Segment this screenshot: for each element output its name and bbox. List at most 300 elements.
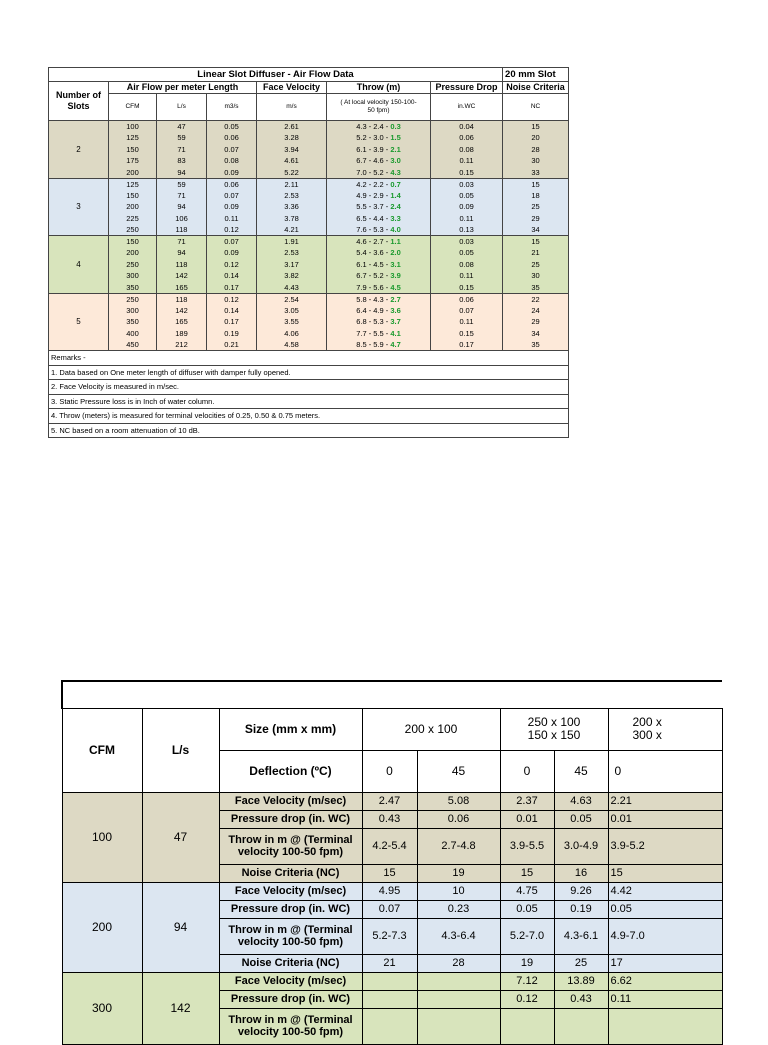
throw-cell xyxy=(327,236,431,248)
size-250x100-150x150: 250 x 100 150 x 150 xyxy=(500,708,608,750)
parameter-label: Throw in m @ (Terminal velocity 100-50 fpm) xyxy=(219,918,362,954)
noise-cell: 33 xyxy=(503,167,569,179)
cfm-cell: 200 xyxy=(109,247,157,259)
cfm-cell: 150 xyxy=(109,236,157,248)
remark-text: 2. Face Velocity is measured in m/sec. xyxy=(49,380,569,395)
pressure-drop-cell: 0.11 xyxy=(431,316,503,328)
m3s-cell: 0.09 xyxy=(207,167,257,179)
face-velocity-cell: 5.22 xyxy=(257,167,327,179)
pressure-drop-cell: 0.13 xyxy=(431,224,503,236)
noise-cell: 24 xyxy=(503,305,569,317)
value-cell: 5.08 xyxy=(417,792,500,810)
slot-count: 2 xyxy=(49,121,109,179)
throw-cell xyxy=(327,305,431,317)
value-cell: 0.05 xyxy=(554,810,608,828)
throw-cell xyxy=(327,328,431,340)
table-caption-blank xyxy=(62,681,722,708)
face-velocity-cell: 2.53 xyxy=(257,190,327,202)
value-cell: 2.21 xyxy=(608,792,722,810)
pressure-drop-cell: 0.08 xyxy=(431,144,503,156)
parameter-label: Face Velocity (m/sec) xyxy=(219,792,362,810)
noise-cell: 15 xyxy=(503,236,569,248)
noise-cell: 20 xyxy=(503,132,569,144)
parameter-label: Throw in m @ (Terminal velocity 100-50 fpm) xyxy=(219,828,362,864)
value-cell: 0.06 xyxy=(417,810,500,828)
value-cell: 19 xyxy=(417,864,500,882)
value-cell: 10 xyxy=(417,882,500,900)
value-cell: 4.63 xyxy=(554,792,608,810)
slot-size-title: 20 mm Slot xyxy=(503,68,569,82)
noise-cell: 18 xyxy=(503,190,569,202)
noise-cell: 25 xyxy=(503,259,569,271)
m3s-cell: 0.14 xyxy=(207,305,257,317)
value-cell xyxy=(417,1008,500,1044)
table-row xyxy=(49,178,569,190)
value-cell: 0.11 xyxy=(608,990,722,1008)
value-cell xyxy=(362,990,417,1008)
ls-cell: 189 xyxy=(157,328,207,340)
throw-values: 5.4 - 3.6 - xyxy=(356,248,391,258)
unit-inwc: in.WC xyxy=(431,94,503,121)
value-cell: 2.47 xyxy=(362,792,417,810)
noise-cell: 29 xyxy=(503,213,569,225)
table-row xyxy=(49,305,569,317)
ls-cell: 212 xyxy=(157,339,207,351)
ls-cell: 106 xyxy=(157,213,207,225)
parameter-label: Pressure drop (in. WC) xyxy=(219,810,362,828)
value-cell: 9.26 xyxy=(554,882,608,900)
ls-value: 47 xyxy=(142,792,219,882)
register-data-table-wrap xyxy=(61,680,662,1038)
face-velocity-cell: 4.21 xyxy=(257,224,327,236)
m3s-cell: 0.19 xyxy=(207,328,257,340)
col-throw: Throw (m) xyxy=(327,82,431,94)
remark-row xyxy=(49,351,569,366)
m3s-cell: 0.12 xyxy=(207,293,257,305)
value-cell xyxy=(500,1008,554,1044)
remark-text: 5. NC based on a room attenuation of 10 dB. xyxy=(49,423,569,438)
deflection-value: 0 xyxy=(608,750,722,792)
ls-cell: 165 xyxy=(157,316,207,328)
cfm-cell: 200 xyxy=(109,201,157,213)
remark-text: 4. Throw (meters) is measured for terminal velocities of 0.25, 0.50 & 0.75 meters. xyxy=(49,409,569,424)
face-velocity-cell: 4.43 xyxy=(257,282,327,294)
cfm-value: 300 xyxy=(62,972,142,1044)
value-cell: 0.23 xyxy=(417,900,500,918)
throw-cell xyxy=(327,167,431,179)
parameter-label: Face Velocity (m/sec) xyxy=(219,972,362,990)
pressure-drop-cell: 0.06 xyxy=(431,293,503,305)
table-row xyxy=(49,316,569,328)
value-cell: 4.95 xyxy=(362,882,417,900)
value-cell: 19 xyxy=(500,954,554,972)
table-row xyxy=(49,190,569,202)
value-cell: 4.75 xyxy=(500,882,554,900)
throw-terminal-value: 1.5 xyxy=(390,133,401,143)
cfm-value: 100 xyxy=(62,792,142,882)
ls-cell: 142 xyxy=(157,270,207,282)
ls-cell: 59 xyxy=(157,178,207,190)
value-cell: 25 xyxy=(554,954,608,972)
ls-cell: 71 xyxy=(157,190,207,202)
value-cell xyxy=(417,990,500,1008)
throw-terminal-value: 4.0 xyxy=(390,225,401,234)
value-cell: 0.43 xyxy=(362,810,417,828)
table-row xyxy=(49,132,569,144)
m3s-cell: 0.07 xyxy=(207,236,257,248)
throw-values: 6.1 - 4.5 - xyxy=(356,259,391,269)
value-cell: 3.9-5.5 xyxy=(500,828,554,864)
table-title: Linear Slot Diffuser - Air Flow Data xyxy=(49,68,503,82)
face-velocity-cell: 3.82 xyxy=(257,270,327,282)
value-cell: 3.9-5.2 xyxy=(608,828,722,864)
value-cell xyxy=(554,1008,608,1044)
ls-cell: 83 xyxy=(157,155,207,167)
table-row xyxy=(49,339,569,351)
ls-cell: 142 xyxy=(157,305,207,317)
value-cell: 0.01 xyxy=(608,810,722,828)
throw-cell xyxy=(327,339,431,351)
throw-values: 5.8 - 4.3 - xyxy=(356,294,391,304)
face-velocity-cell: 3.94 xyxy=(257,144,327,156)
value-cell: 4.42 xyxy=(608,882,722,900)
throw-terminal-value: 3.0 xyxy=(390,156,401,166)
ls-cell: 118 xyxy=(157,293,207,305)
pressure-drop-cell: 0.05 xyxy=(431,190,503,202)
m3s-cell: 0.12 xyxy=(207,224,257,236)
remark-text: Remarks - xyxy=(49,351,569,366)
throw-cell xyxy=(327,132,431,144)
pressure-drop-cell: 0.11 xyxy=(431,270,503,282)
cfm-cell: 400 xyxy=(109,328,157,340)
value-cell: 13.89 xyxy=(554,972,608,990)
face-velocity-cell: 4.58 xyxy=(257,339,327,351)
value-cell: 5.2-7.0 xyxy=(500,918,554,954)
pressure-drop-cell: 0.07 xyxy=(431,305,503,317)
parameter-label: Throw in m @ (Terminal velocity 100-50 fpm) xyxy=(219,1008,362,1044)
value-cell: 0.07 xyxy=(362,900,417,918)
throw-values: 4.9 - 2.9 - xyxy=(356,190,391,200)
ls-cell: 118 xyxy=(157,224,207,236)
linear-slot-airflow-table xyxy=(48,67,569,438)
throw-terminal-value: 4.5 xyxy=(390,282,401,292)
face-velocity-cell: 2.11 xyxy=(257,178,327,190)
m3s-cell: 0.11 xyxy=(207,213,257,225)
throw-values: 7.7 - 5.5 - xyxy=(356,328,391,338)
noise-cell: 25 xyxy=(503,201,569,213)
noise-cell: 35 xyxy=(503,339,569,351)
value-cell: 4.9-7.0 xyxy=(608,918,722,954)
throw-cell xyxy=(327,270,431,282)
throw-values: 7.9 - 5.6 - xyxy=(356,282,391,292)
pressure-drop-cell: 0.11 xyxy=(431,213,503,225)
remark-row xyxy=(49,365,569,380)
cfm-cell: 350 xyxy=(109,316,157,328)
throw-values: 5.5 - 3.7 - xyxy=(356,202,391,212)
face-velocity-cell: 2.53 xyxy=(257,247,327,259)
table-row xyxy=(49,224,569,236)
face-velocity-cell: 2.61 xyxy=(257,121,327,133)
parameter-label: Noise Criteria (NC) xyxy=(219,954,362,972)
remark-row xyxy=(49,423,569,438)
cfm-cell: 125 xyxy=(109,178,157,190)
table-row xyxy=(49,293,569,305)
noise-cell: 34 xyxy=(503,224,569,236)
value-cell: 4.3-6.1 xyxy=(554,918,608,954)
ls-cell: 71 xyxy=(157,236,207,248)
throw-cell xyxy=(327,201,431,213)
throw-terminal-value: 3.1 xyxy=(390,259,401,269)
throw-values: 7.0 - 5.2 - xyxy=(356,167,391,177)
table-row xyxy=(62,972,722,990)
throw-cell xyxy=(327,178,431,190)
throw-values: 5.2 - 3.0 - xyxy=(356,133,391,143)
table-row xyxy=(62,792,722,810)
throw-cell xyxy=(327,259,431,271)
throw-terminal-value: 3.6 xyxy=(390,305,401,315)
face-velocity-cell: 4.61 xyxy=(257,155,327,167)
m3s-cell: 0.21 xyxy=(207,339,257,351)
pressure-drop-cell: 0.05 xyxy=(431,247,503,259)
value-cell: 15 xyxy=(500,864,554,882)
col-pressure-drop: Pressure Drop xyxy=(431,82,503,94)
throw-cell xyxy=(327,121,431,133)
remark-row xyxy=(49,380,569,395)
noise-cell: 34 xyxy=(503,328,569,340)
value-cell xyxy=(417,972,500,990)
throw-values: 6.8 - 5.3 - xyxy=(356,317,391,327)
throw-terminal-value: 2.0 xyxy=(390,248,401,258)
cfm-cell: 450 xyxy=(109,339,157,351)
throw-cell xyxy=(327,155,431,167)
ls-cell: 59 xyxy=(157,132,207,144)
col-ls: L/s xyxy=(142,708,219,792)
throw-terminal-value: 4.7 xyxy=(390,340,401,349)
remark-row xyxy=(49,409,569,424)
table-row xyxy=(49,270,569,282)
deflection-value: 45 xyxy=(417,750,500,792)
noise-cell: 21 xyxy=(503,247,569,259)
table-row xyxy=(49,167,569,179)
table-row xyxy=(49,201,569,213)
parameter-label: Pressure drop (in. WC) xyxy=(219,990,362,1008)
unit-nc: NC xyxy=(503,94,569,121)
cfm-cell: 150 xyxy=(109,144,157,156)
noise-cell: 30 xyxy=(503,270,569,282)
parameter-label: Noise Criteria (NC) xyxy=(219,864,362,882)
deflection-value: 0 xyxy=(362,750,417,792)
ls-value: 142 xyxy=(142,972,219,1044)
pressure-drop-cell: 0.09 xyxy=(431,201,503,213)
face-velocity-cell: 1.91 xyxy=(257,236,327,248)
ls-cell: 47 xyxy=(157,121,207,133)
value-cell: 0.05 xyxy=(500,900,554,918)
value-cell xyxy=(362,1008,417,1044)
value-cell: 3.0-4.9 xyxy=(554,828,608,864)
table-row xyxy=(49,144,569,156)
noise-cell: 22 xyxy=(503,293,569,305)
throw-cell xyxy=(327,247,431,259)
m3s-cell: 0.07 xyxy=(207,190,257,202)
throw-values: 6.7 - 5.2 - xyxy=(356,271,391,281)
face-velocity-cell: 2.54 xyxy=(257,293,327,305)
cfm-value: 200 xyxy=(62,882,142,972)
throw-terminal-value: 4.1 xyxy=(390,328,401,338)
throw-cell xyxy=(327,316,431,328)
unit-m3s: m3/s xyxy=(207,94,257,121)
table-row xyxy=(62,882,722,900)
value-cell: 2.7-4.8 xyxy=(417,828,500,864)
cfm-cell: 300 xyxy=(109,305,157,317)
value-cell: 0.43 xyxy=(554,990,608,1008)
pressure-drop-cell: 0.15 xyxy=(431,282,503,294)
throw-values: 7.6 - 5.3 - xyxy=(356,225,391,234)
table-row xyxy=(49,121,569,133)
throw-terminal-value: 0.3 xyxy=(390,122,401,131)
cfm-cell: 225 xyxy=(109,213,157,225)
col-cfm: CFM xyxy=(62,708,142,792)
throw-terminal-value: 2.7 xyxy=(390,294,401,304)
cfm-cell: 350 xyxy=(109,282,157,294)
throw-terminal-value: 0.7 xyxy=(390,179,401,189)
unit-cfm: CFM xyxy=(109,94,157,121)
cfm-cell: 300 xyxy=(109,270,157,282)
unit-ms: m/s xyxy=(257,94,327,121)
noise-cell: 29 xyxy=(503,316,569,328)
value-cell xyxy=(362,972,417,990)
slot-count: 4 xyxy=(49,236,109,294)
cfm-cell: 250 xyxy=(109,224,157,236)
value-cell: 21 xyxy=(362,954,417,972)
throw-cell xyxy=(327,293,431,305)
pressure-drop-cell: 0.08 xyxy=(431,259,503,271)
col-face-velocity: Face Velocity xyxy=(257,82,327,94)
pressure-drop-cell: 0.06 xyxy=(431,132,503,144)
throw-values: 8.5 - 5.9 - xyxy=(356,340,391,349)
throw-terminal-value: 1.1 xyxy=(390,237,401,246)
throw-cell xyxy=(327,190,431,202)
value-cell: 7.12 xyxy=(500,972,554,990)
size-200x-300x: 200 x 300 x xyxy=(608,708,722,750)
ls-cell: 118 xyxy=(157,259,207,271)
throw-terminal-value: 4.3 xyxy=(390,167,401,177)
cfm-cell: 125 xyxy=(109,132,157,144)
col-noise-criteria: Noise Criteria xyxy=(503,82,569,94)
throw-terminal-value: 2.1 xyxy=(390,144,401,154)
throw-values: 4.3 - 2.4 - xyxy=(356,122,391,131)
col-size: Size (mm x mm) xyxy=(219,708,362,750)
noise-cell: 35 xyxy=(503,282,569,294)
ls-cell: 94 xyxy=(157,167,207,179)
parameter-label: Face Velocity (m/sec) xyxy=(219,882,362,900)
throw-values: 6.1 - 3.9 - xyxy=(356,144,391,154)
remark-row xyxy=(49,394,569,409)
m3s-cell: 0.06 xyxy=(207,178,257,190)
throw-cell xyxy=(327,144,431,156)
throw-values: 6.7 - 4.6 - xyxy=(356,156,391,166)
pressure-drop-cell: 0.11 xyxy=(431,155,503,167)
m3s-cell: 0.12 xyxy=(207,259,257,271)
ls-cell: 71 xyxy=(157,144,207,156)
table-row xyxy=(49,213,569,225)
face-velocity-cell: 3.55 xyxy=(257,316,327,328)
value-cell: 0.12 xyxy=(500,990,554,1008)
pressure-drop-cell: 0.03 xyxy=(431,178,503,190)
deflection-value: 0 xyxy=(500,750,554,792)
col-airflow: Air Flow per meter Length xyxy=(109,82,257,94)
value-cell: 0.01 xyxy=(500,810,554,828)
value-cell: 5.2-7.3 xyxy=(362,918,417,954)
remark-text: 1. Data based on One meter length of diffuser with damper fully opened. xyxy=(49,365,569,380)
pressure-drop-cell: 0.15 xyxy=(431,167,503,179)
throw-terminal-value: 3.9 xyxy=(390,271,401,281)
ls-value: 94 xyxy=(142,882,219,972)
throw-terminal-value: 1.4 xyxy=(390,190,401,200)
m3s-cell: 0.09 xyxy=(207,247,257,259)
cfm-cell: 150 xyxy=(109,190,157,202)
unit-ls: L/s xyxy=(157,94,207,121)
cfm-cell: 100 xyxy=(109,121,157,133)
noise-cell: 30 xyxy=(503,155,569,167)
slot-count: 5 xyxy=(49,293,109,351)
m3s-cell: 0.08 xyxy=(207,155,257,167)
parameter-label: Pressure drop (in. WC) xyxy=(219,900,362,918)
register-data-table xyxy=(61,680,723,1045)
value-cell: 28 xyxy=(417,954,500,972)
table-row xyxy=(49,282,569,294)
value-cell: 4.3-6.4 xyxy=(417,918,500,954)
ls-cell: 94 xyxy=(157,247,207,259)
noise-cell: 28 xyxy=(503,144,569,156)
value-cell: 0.19 xyxy=(554,900,608,918)
m3s-cell: 0.17 xyxy=(207,282,257,294)
throw-terminal-value: 3.7 xyxy=(390,317,401,327)
value-cell: 15 xyxy=(608,864,722,882)
pressure-drop-cell: 0.15 xyxy=(431,328,503,340)
face-velocity-cell: 3.28 xyxy=(257,132,327,144)
ls-cell: 94 xyxy=(157,201,207,213)
col-deflection: Deflection (ºC) xyxy=(219,750,362,792)
m3s-cell: 0.17 xyxy=(207,316,257,328)
cfm-cell: 250 xyxy=(109,259,157,271)
face-velocity-cell: 3.78 xyxy=(257,213,327,225)
throw-cell xyxy=(327,213,431,225)
face-velocity-cell: 3.17 xyxy=(257,259,327,271)
m3s-cell: 0.06 xyxy=(207,132,257,144)
m3s-cell: 0.05 xyxy=(207,121,257,133)
value-cell xyxy=(608,1008,722,1044)
throw-cell xyxy=(327,282,431,294)
size-200x100: 200 x 100 xyxy=(362,708,500,750)
pressure-drop-cell: 0.17 xyxy=(431,339,503,351)
value-cell: 0.05 xyxy=(608,900,722,918)
cfm-cell: 200 xyxy=(109,167,157,179)
value-cell: 4.2-5.4 xyxy=(362,828,417,864)
cfm-cell: 175 xyxy=(109,155,157,167)
noise-cell: 15 xyxy=(503,121,569,133)
unit-throw: ( At local velocity 150-100-50 fpm) xyxy=(327,94,431,121)
ls-cell: 165 xyxy=(157,282,207,294)
m3s-cell: 0.07 xyxy=(207,144,257,156)
face-velocity-cell: 4.06 xyxy=(257,328,327,340)
table-row xyxy=(49,236,569,248)
noise-cell: 15 xyxy=(503,178,569,190)
pressure-drop-cell: 0.04 xyxy=(431,121,503,133)
throw-terminal-value: 3.3 xyxy=(390,213,401,223)
m3s-cell: 0.09 xyxy=(207,201,257,213)
slot-count: 3 xyxy=(49,178,109,236)
value-cell: 15 xyxy=(362,864,417,882)
